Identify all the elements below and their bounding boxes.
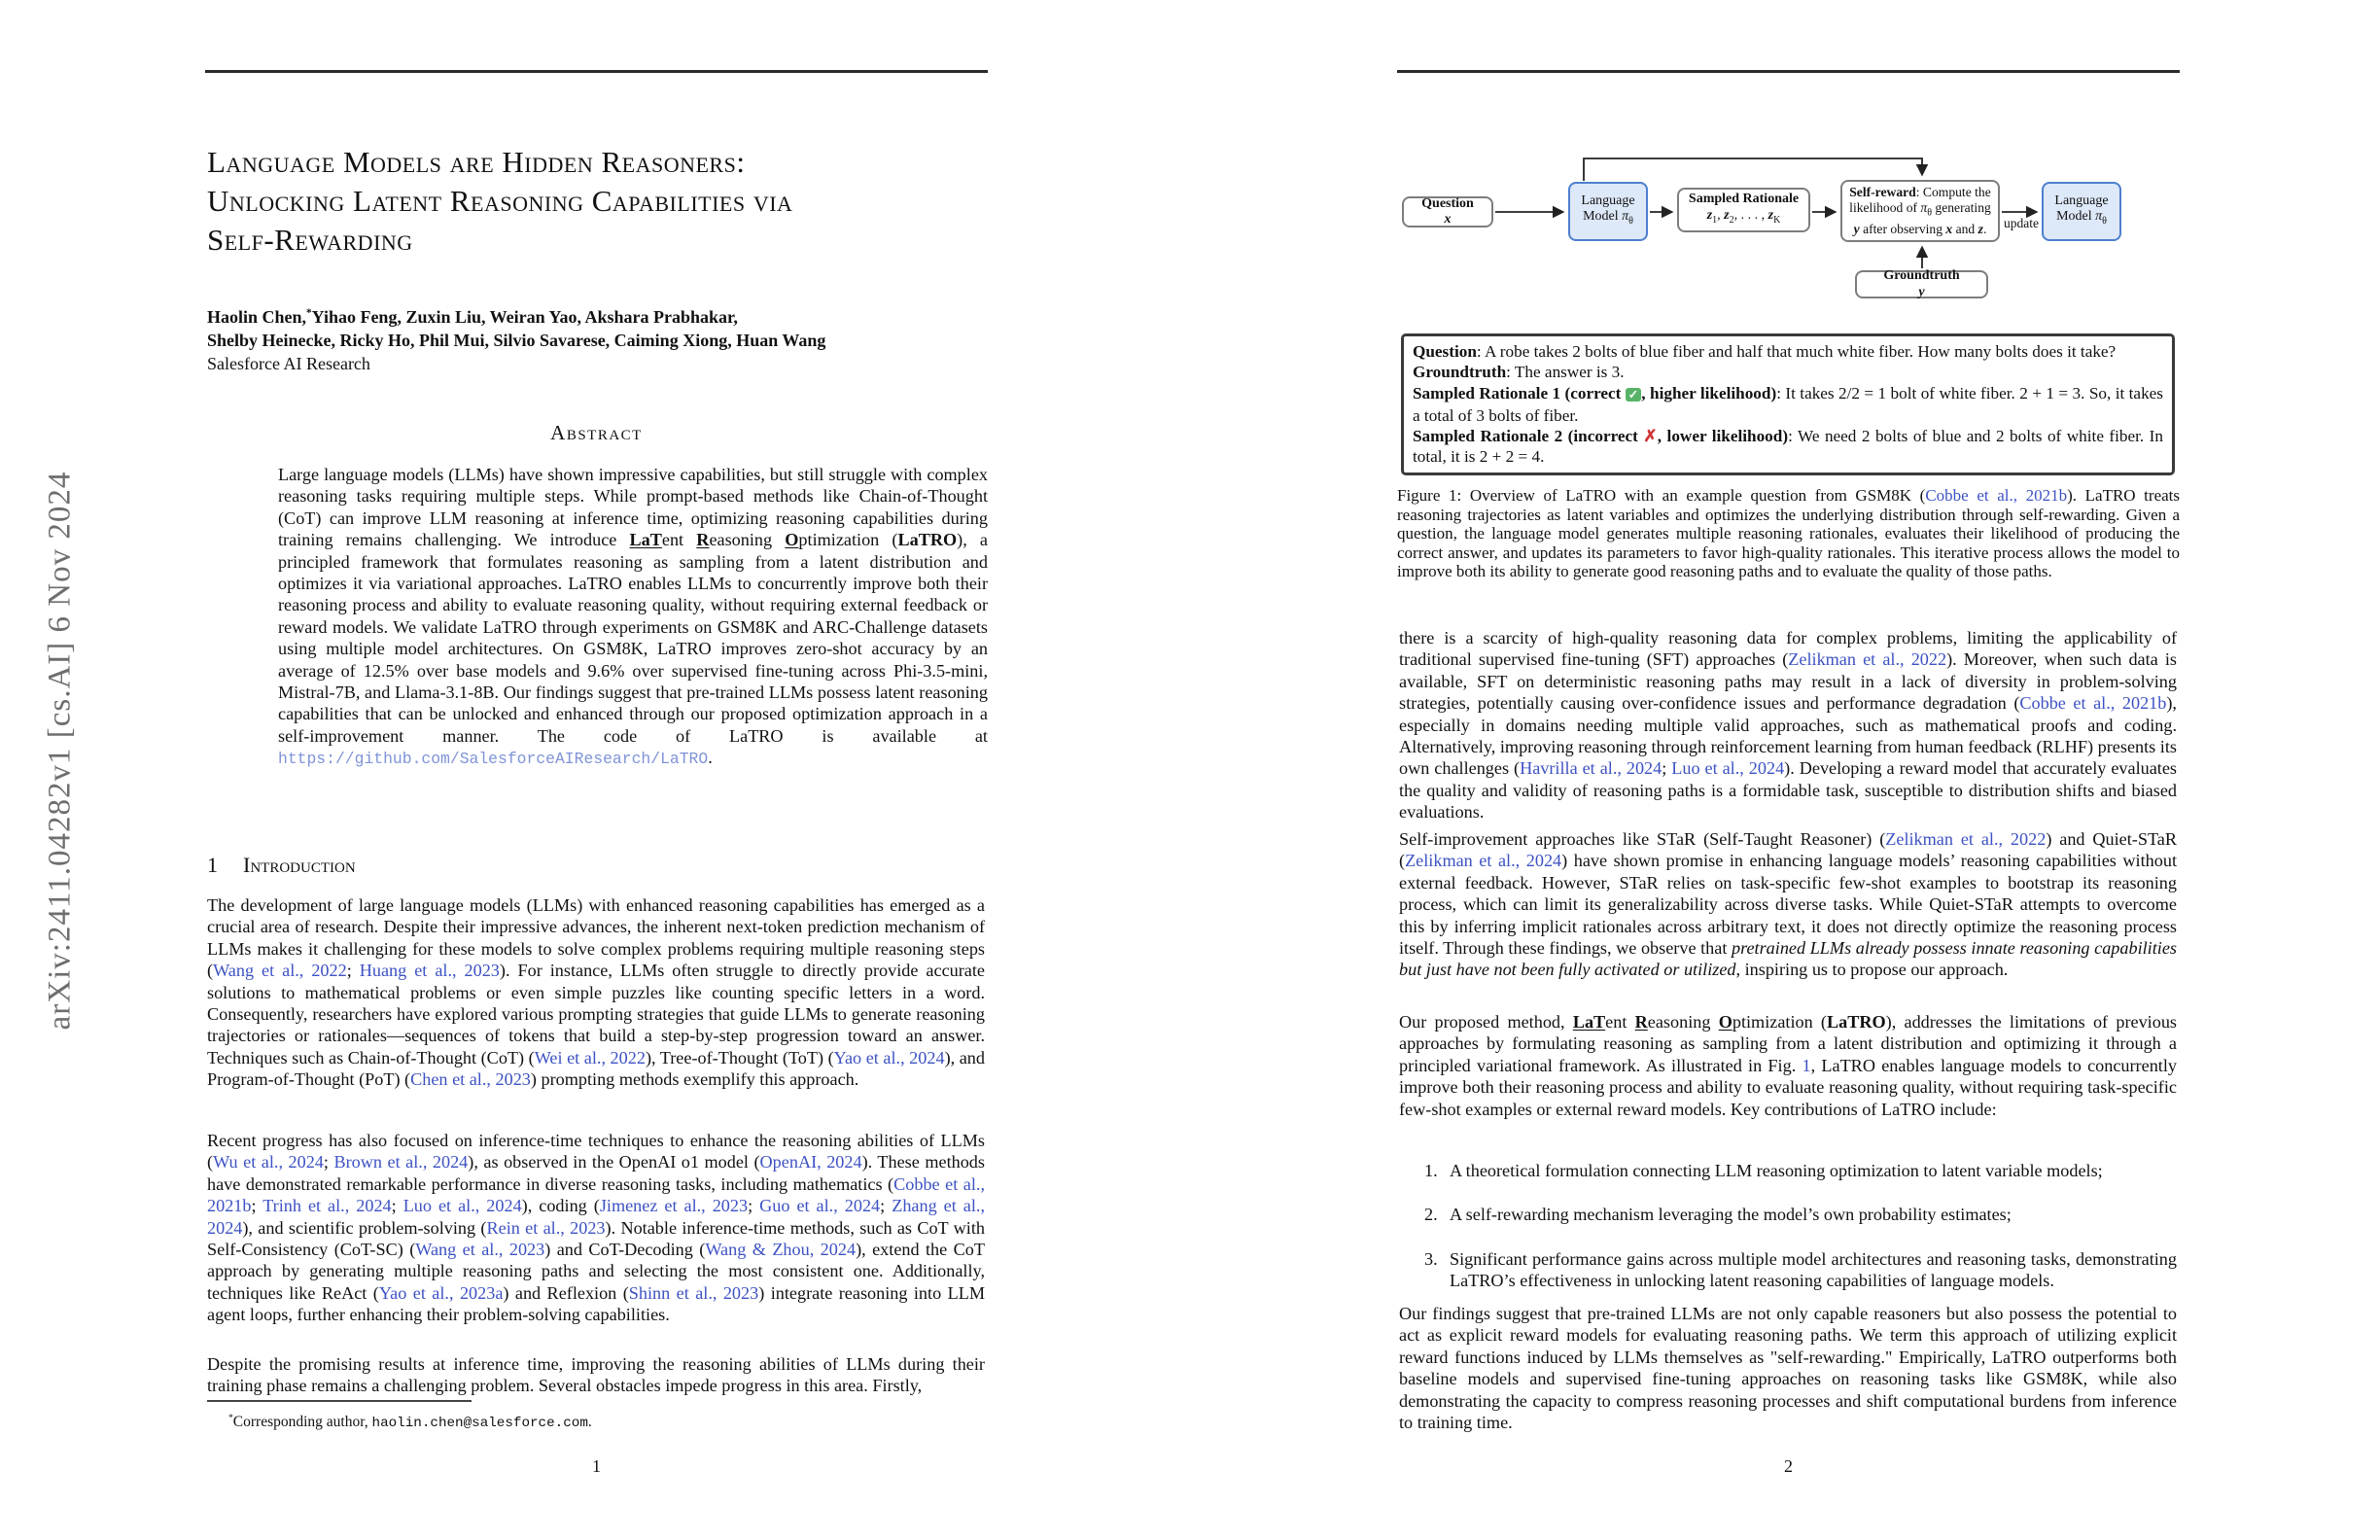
body-paragraph-2: Self-improvement approaches like STaR (Self-Taught Reasoner) (Zelikman et al., 2022) and Quiet-STaR (Zelikman et al., 2024) have shown promise in enhancing language models’ reasoning capabilities without external feedback. However, STaR relies on task-specific few-shot examples to bootstrap its reasoning process, which can limit its generalizability across diverse tasks. While Quiet-STaR attempts to overcome this by inferring implicit rationales across arbitrary text, it does not directly optimize the reasoning process itself. Through these findings, we observe that pretrained LLMs already possess innate reasoning capabilities but just have not been fully activated or utilized, inspiring us to propose our approach. bbox=[1399, 829, 2178, 980]
abstract-text: Large language models (LLMs) have shown impressive capabilities, but still struggle with complex reasoning tasks requiring multiple steps. While prompt-based methods like Chain-of-Thought (CoT) can improve LLM reasoning at inference time, optimizing reasoning capabilities during training remains challenging. We introduce LaTent Reasoning Optimization (LaTRO), a principled framework that formulates reasoning as sampling from a latent distribution and optimizes it via variational approaches. LaTRO enables LLMs to concurrently improve both their reasoning process and ability to evaluate reasoning quality, without requiring external feedback or reward models. We validate LaTRO through experiments on GSM8K and ARC-Challenge datasets using multiple model architectures. On GSM8K, LaTRO improves zero-shot accuracy by an average of 12.5% over base models and 9.6% over supervised fine-tuning across Phi-3.5-mini, Mistral-7B, and Llama-3.1-8B. Our findings suggest that pre-trained LLMs possess latent reasoning capabilities that can be unlocked and enhanced through our proposed optimization approach in a self-improvement manner. The code of LaTRO is available at https://github.com/SalesforceAIResearch/LaTRO. bbox=[278, 465, 988, 769]
footnote-rule bbox=[207, 1400, 472, 1402]
citation-link[interactable]: Havrilla et al., 2024 bbox=[1520, 758, 1662, 779]
citation-link[interactable]: Chen et al., 2023 bbox=[410, 1069, 531, 1090]
list-number: 2. bbox=[1424, 1205, 1438, 1224]
groundtruth-node: Groundtruth y bbox=[1855, 270, 1988, 298]
citation-link[interactable]: Yao et al., 2023a bbox=[378, 1282, 504, 1303]
arxiv-watermark: arXiv:2411.04282v1 [cs.AI] 6 Nov 2024 bbox=[42, 471, 78, 1031]
self-reward-node: Self-reward: Compute the likelihood of $\pi_\theta$ generating y after observing x and z. bbox=[1840, 180, 2000, 242]
citation-link[interactable]: Yao et al., 2024 bbox=[833, 1047, 945, 1068]
citation-link[interactable]: Cobbe et al., 2021b bbox=[207, 1173, 985, 1216]
citation-link[interactable]: Jimenez et al., 2023 bbox=[599, 1196, 749, 1216]
title-line-1: Language Models are Hidden Reasoners: bbox=[207, 145, 746, 179]
citation-link[interactable]: Trinh et al., 2024 bbox=[262, 1196, 392, 1216]
example-question: Question: A robe takes 2 bolts of blue fiber and half that much white fiber. How many bolts does it take? bbox=[1413, 342, 2117, 361]
intro-paragraph-2: Recent progress has also focused on inference-time techniques to enhance the reasoning abilities of LLMs (Wu et al., 2024; Brown et al., 2024), as observed in the OpenAI o1 model (OpenAI, 2024). These methods have demonstrated remarkable performance in diverse reasoning tasks, including mathematics (Cobbe et al., 2021b; Trinh et al., 2024; Luo et al., 2024), coding (Jimenez et al., 2023; Guo et al., 2024; Zhang et al., 2024), and scientific problem-solving (Rein et al., 2023). Notable inference-time methods, such as CoT with Self-Consistency (CoT-SC) (Wang et al., 2023) and CoT-Decoding (Wang & Zhou, 2024), extend the CoT approach by generating multiple reasoning paths and selecting the most consistent one. Additionally, techniques like ReAct (Yao et al., 2023a) and Reflexion (Shinn et al., 2023) integrate reasoning into LLM agent loops, further enhancing their problem-solving capabilities. bbox=[207, 1131, 985, 1325]
gsm8k-example-box bbox=[1401, 333, 2175, 475]
abstract-heading: Abstract bbox=[550, 421, 643, 444]
contribution-item-1 bbox=[1399, 1160, 2177, 1181]
list-text: A theoretical formulation connecting LLM reasoning optimization to latent variable models; bbox=[1450, 1161, 2103, 1180]
top-rule bbox=[1397, 70, 2180, 73]
question-node: Question x bbox=[1402, 196, 1493, 228]
language-model-node-2: Language Model $\pi_\theta$ bbox=[2042, 182, 2121, 241]
citation-link[interactable]: Huang et al., 2023 bbox=[359, 961, 500, 981]
citation-link[interactable]: Guo et al., 2024 bbox=[759, 1196, 881, 1216]
section-number: 1 bbox=[207, 853, 218, 877]
citation-link[interactable]: Zhang et al., 2024 bbox=[207, 1196, 985, 1238]
example-rationale-1: Sampled Rationale 1 (correct ✓ , higher likelihood): It takes 2/2 = 1 bolt of white fiber. 2 + 1 = 3. So, it takes a total of 3 bolts of fiber. bbox=[1413, 383, 2163, 425]
citation-link[interactable]: Brown et al., 2024 bbox=[333, 1152, 469, 1172]
authors-line-1: Haolin Chen,*Yihao Feng, Zuxin Liu, Weiran Yao, Akshara Prabhakar, bbox=[207, 307, 738, 327]
affiliation: Salesforce AI Research bbox=[207, 354, 370, 373]
citation-link[interactable]: Shinn et al., 2023 bbox=[628, 1282, 759, 1303]
page-2 bbox=[1397, 0, 2180, 1540]
external-link[interactable]: https://github.com/SalesforceAIResearch/LaTRO bbox=[278, 750, 709, 769]
citation-link[interactable]: Wang et al., 2022 bbox=[213, 961, 347, 981]
citation-link[interactable]: Luo et al., 2024 bbox=[1671, 758, 1785, 779]
citation-link[interactable]: 1 bbox=[1802, 1055, 1811, 1075]
page-1 bbox=[205, 0, 988, 1540]
title-line-2: Unlocking Latent Reasoning Capabilities via bbox=[207, 184, 793, 218]
corresponding-author-footnote: *Corresponding author, haolin.chen@salesforce.com. bbox=[228, 1413, 592, 1432]
citation-link[interactable]: Rein et al., 2023 bbox=[486, 1217, 606, 1238]
citation-link[interactable]: Wang et al., 2023 bbox=[415, 1240, 545, 1260]
citation-link[interactable]: Cobbe et al., 2021b bbox=[1925, 486, 2068, 505]
authors-line-2: Shelby Heinecke, Ricky Ho, Phil Mui, Silvio Savarese, Caiming Xiong, Huan Wang bbox=[207, 331, 826, 350]
list-text: Significant performance gains across multiple model architectures and reasoning tasks, demonstrating LaTRO’s effectiveness in unlocking latent reasoning capabilities of language models. bbox=[1450, 1249, 2177, 1291]
intro-paragraph-3: Despite the promising results at inference time, improving the reasoning abilities of LLMs during their training phase remains a challenging problem. Several obstacles impede progress in this area. Firstly, bbox=[207, 1354, 985, 1396]
figure-1-diagram bbox=[1397, 146, 2180, 309]
page-number-1: 1 bbox=[592, 1456, 601, 1476]
update-label: update bbox=[2004, 216, 2039, 230]
citation-link[interactable]: Zelikman et al., 2024 bbox=[1405, 851, 1562, 871]
paper-title bbox=[207, 143, 792, 260]
example-rationale-2: Sampled Rationale 2 (incorrect ✗, lower likelihood): We need 2 bolts of blue and 2 bolts of white fiber. In total, it is 2 + 2 = 4. bbox=[1413, 427, 2164, 467]
citation-link[interactable]: OpenAI, 2024 bbox=[759, 1152, 862, 1172]
contribution-item-3 bbox=[1399, 1248, 2177, 1292]
citation-link[interactable]: Cobbe et al., 2021b bbox=[2019, 693, 2167, 714]
citation-link[interactable]: Zelikman et al., 2022 bbox=[1788, 649, 1947, 670]
citation-link[interactable]: Zelikman et al., 2022 bbox=[1885, 829, 2047, 849]
author-block bbox=[207, 301, 825, 375]
body-paragraph-3: Our proposed method, LaTent Reasoning Optimization (LaTRO), addresses the limitations of previous approaches by formulating reasoning as sampling from a latent distribution and optimizing it through a principled variational framework. As illustrated in Fig. 1, LaTRO enables language models to concurrently improve both their reasoning process and ability to evaluate reasoning quality, without requiring task-specific few-shot examples or external reward models. Key contributions of LaTRO include: bbox=[1399, 1012, 2177, 1119]
sampled-rationale-node: Sampled Rationale $z_1$, $z_2$, . . . , $z_K$ bbox=[1677, 188, 1810, 232]
citation-link[interactable]: Wu et al., 2024 bbox=[213, 1152, 324, 1172]
body-paragraph-1: there is a scarcity of high-quality reasoning data for complex problems, limiting the applicability of traditional supervised fine-tuning (SFT) approaches (Zelikman et al., 2022). Moreover, when such data is available, SFT on deterministic reasoning paths may result in a lack of diversity in problem-solving strategies, potentially causing over-confidence issues and performance degradation (Cobbe et al., 2021b), especially in domains needing multiple valid approaches, such as mathematical proofs and coding. Alternatively, improving reasoning through reinforcement learning from human feedback (RLHF) presents its own challenges (Havrilla et al., 2024; Luo et al., 2024). Developing a reward model that accurately evaluates the quality and validity of reasoning paths is a formidable task, susceptible to distribution shifts and biased evaluations. bbox=[1399, 628, 2178, 822]
example-groundtruth: Groundtruth: The answer is 3. bbox=[1413, 363, 1625, 382]
title-line-3: Self-Rewarding bbox=[207, 223, 413, 257]
page-number-2: 2 bbox=[1784, 1456, 1793, 1476]
top-rule bbox=[205, 70, 988, 73]
section-heading-introduction bbox=[207, 853, 356, 878]
citation-link[interactable]: Luo et al., 2024 bbox=[402, 1196, 522, 1216]
list-number: 1. bbox=[1424, 1161, 1438, 1180]
list-text: A self-rewarding mechanism leveraging the model’s own probability estimates; bbox=[1450, 1205, 2012, 1224]
contribution-item-2 bbox=[1399, 1204, 2177, 1225]
section-title: Introduction bbox=[243, 853, 356, 877]
citation-link[interactable]: Wei et al., 2022 bbox=[534, 1047, 646, 1068]
citation-link[interactable]: Wang & Zhou, 2024 bbox=[705, 1240, 857, 1260]
language-model-node-1: Language Model $\pi_\theta$ bbox=[1568, 182, 1648, 241]
list-number: 3. bbox=[1424, 1249, 1438, 1269]
body-paragraph-4: Our findings suggest that pre-trained LLMs are not only capable reasoners but also possess the potential to act as explicit reward models for evaluating reasoning paths. We term this approach of utilizing explicit reward functions induced by LLMs themselves as "self-rewarding." Empirically, LaTRO outperforms both baseline models and supervised fine-tuning approaches on reasoning tasks like GSM8K, while also demonstrating the capacity to compress reasoning processes and shift computational burdens from inference to training time. bbox=[1399, 1304, 2177, 1433]
figure-1-caption: Figure 1: Overview of LaTRO with an example question from GSM8K (Cobbe et al., 2021b). LaTRO treats reasoning trajectories as latent variables and optimizes the underlying distribution through self-rewarding. Given a question, the language model generates multiple reasoning rationales, evaluates their likelihood of producing the correct answer, and updates its parameters to favor high-quality rationales. This iterative process allows the model to improve both its ability to generate good reasoning paths and to evaluate the quality of those paths. bbox=[1397, 486, 2181, 580]
intro-paragraph-1: The development of large language models (LLMs) with enhanced reasoning capabilities has emerged as a crucial area of research. Despite their impressive advances, the inherent next-token prediction mechanism of LLMs makes it challenging for these models to solve complex problems requiring multiple reasoning steps (Wang et al., 2022; Huang et al., 2023). For instance, LLMs often struggle to directly provide accurate solutions to mathematical problems or even simple puzzles like counting specific letters in a word. Consequently, researchers have explored various prompting strategies that guide LLMs to generate reasoning trajectories or rationales—sequences of tokens that build a step-by-step progression toward an answer. Techniques such as Chain-of-Thought (CoT) (Wei et al., 2022), Tree-of-Thought (ToT) (Yao et al., 2024), and Program-of-Thought (PoT) (Chen et al., 2023) prompting methods exemplify this approach. bbox=[207, 895, 985, 1090]
